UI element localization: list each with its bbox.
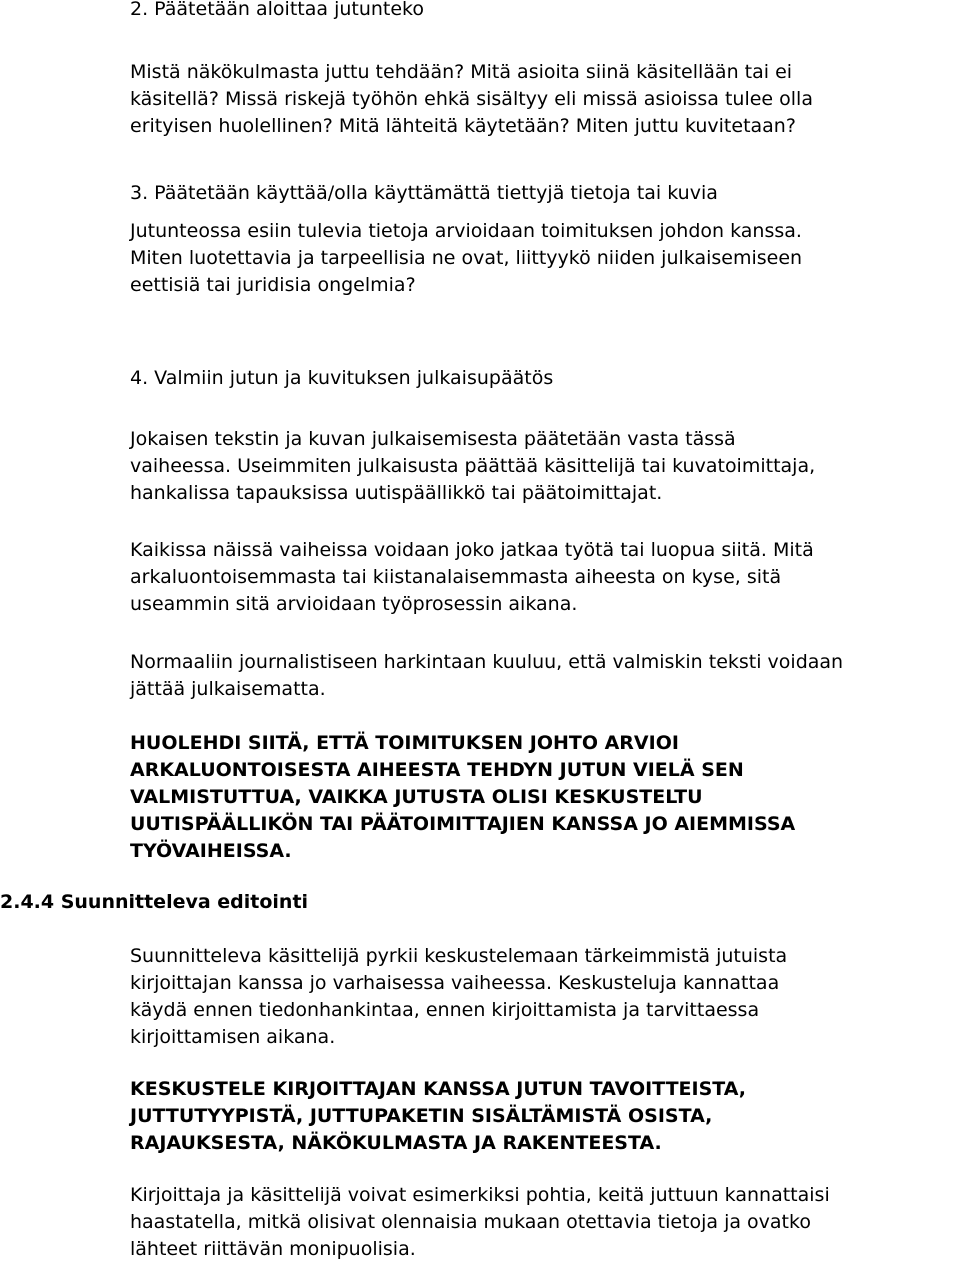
step-4-paragraph-2: Kaikissa näissä vaiheissa voidaan joko jatkaa työtä tai luopua siitä. Mitä arkaluontoisemmasta tai kiistanalaisemmasta aiheesta on kyse, sitä useammin sitä arvioidaan työprosessin aikana. [130, 539, 814, 615]
step-4-paragraph-1: Jokaisen tekstin ja kuvan julkaisemisesta päätetään vasta tässä vaiheessa. Useimmiten julkaisusta päättää käsittelijä tai kuvatoimittaja, hankalissa tapauksissa uutispäällikkö tai päätoimittajat. [130, 428, 816, 504]
section-paragraph-2: Kirjoittaja ja käsittelijä voivat esimerkiksi pohtia, keitä juttuun kannattaisi haastatella, mitkä olisivat olennaisia mukaan otettavia tietoja ja ovatko lähteet riittävän monipuolisia. [130, 1184, 830, 1260]
section-paragraph-1: Suunnitteleva käsittelijä pyrkii keskustelemaan tärkeimmistä jutuista kirjoittajan kanssa jo varhaisessa vaiheessa. Keskusteluja kannattaa käydä ennen tiedonhankintaa, ennen kirjoittamista ja tarvittaessa kirjoittamisen aikana. [130, 945, 788, 1048]
step-4-warning: HUOLEHDI SIITÄ, ETTÄ TOIMITUKSEN JOHTO ARVIOI ARKALUONTOISESTA AIHEESTA TEHDYN JUTUN VIELÄ SEN VALMISTUTTUA, VAIKKA JUTUSTA OLISI KESKUSTELTU UUTISPÄÄLLIKÖN TAI PÄÄTOIMITTAJIEN KANSSA JO AIEMMISSA TYÖVAIHEISSA. [130, 732, 796, 862]
section-emphasis: KESKUSTELE KIRJOITTAJAN KANSSA JUTUN TAVOITTEISTA, JUTTUTYYPISTÄ, JUTTUPAKETIN SISÄLTÄMISTÄ OSISTA, RAJAUKSESTA, NÄKÖKULMASTA JA RAKENTEESTA. [130, 1078, 747, 1154]
step-2-body: Mistä näkökulmasta juttu tehdään? Mitä asioita siinä käsitellään tai ei käsitellä? Missä riskejä työhön ehkä sisältyy eli missä asioissa tulee olla erityisen huolellinen? Mitä lähteitä käytetään? Miten juttu kuvitetaan? [130, 61, 813, 137]
step-4-paragraph-3: Normaaliin journalistiseen harkintaan kuuluu, että valmiskin teksti voidaan jättää julkaisematta. [130, 651, 844, 700]
step-2-heading: 2. Päätetään aloittaa jutunteko [130, 0, 425, 20]
step-3-body: Jutunteossa esiin tulevia tietoja arvioidaan toimituksen johdon kanssa. Miten luotettavia ja tarpeellisia ne ovat, liittyykö niiden julkaisemiseen eettisiä tai juridisia ongelmia? [130, 220, 803, 296]
step-3-heading: 3. Päätetään käyttää/olla käyttämättä tiettyjä tietoja tai kuvia [130, 182, 718, 204]
section-heading: 2.4.4 Suunnitteleva editointi [0, 891, 309, 913]
step-4-heading: 4. Valmiin jutun ja kuvituksen julkaisupäätös [130, 367, 554, 389]
